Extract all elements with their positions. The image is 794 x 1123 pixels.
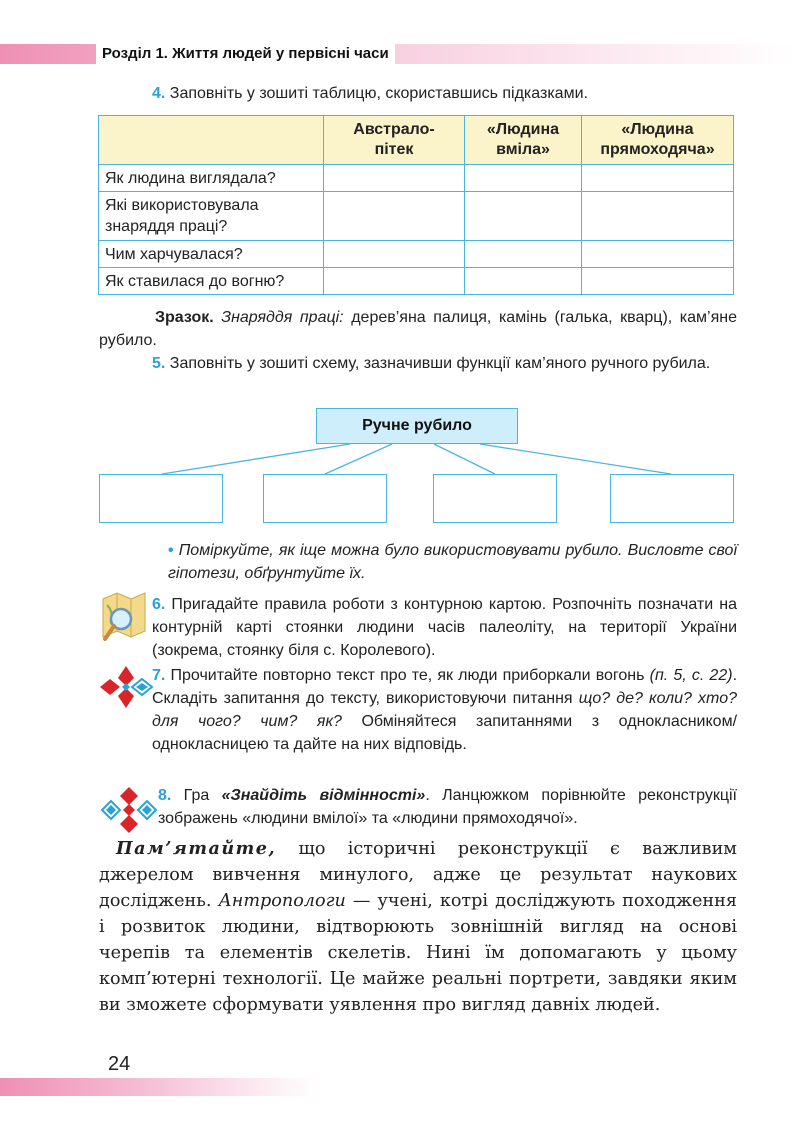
task-7 — [152, 664, 737, 756]
connector-line — [434, 444, 495, 474]
sample-italic: Знаряддя праці: — [221, 309, 344, 326]
connector-line — [480, 444, 671, 474]
map-magnifier-icon — [99, 591, 149, 645]
task-7-text-a: Прочитайте повторно текст про те, як люди приборкали вогонь — [170, 667, 650, 684]
task-7-reference: (п. 5, с. 22) — [649, 667, 733, 684]
think-text: Поміркуйте, як іще можна було використовувати рубило. Висловте свої гіпотези, обґрунтуйте їх. — [168, 542, 737, 582]
memo-lead: Пам’ятайте, — [116, 838, 277, 859]
diamond-cross-icon — [98, 785, 160, 835]
task-7-text-b: . Складіть запитання до тексту, використовуючи питання — [152, 667, 738, 707]
task-7-questions: що? де? коли? хто? для чого? чим? як? — [152, 690, 737, 730]
sample-label: Зразок. — [155, 309, 214, 326]
memo-text-a: що історичні реконструкції є важливим джерелом вивчення минулого, адже це результат наукових досліджень. — [99, 839, 737, 911]
row-label: Чим харчувалася? — [99, 241, 324, 268]
memo-paragraph — [99, 836, 737, 1018]
table-header-cell: Австрало- пітек — [324, 116, 465, 165]
task-8-text-a: Гра — [183, 787, 222, 804]
sample-text: дерев’яна палиця, камінь (галька, кварц), кам’яне рубило. — [99, 309, 738, 349]
row-label: Які використовувала знаряддя праці? — [99, 192, 324, 241]
task-7-text-c: Обміняйтеся запитаннями з однокласником/однокласницею та дайте на них відповідь. — [152, 713, 738, 753]
page-number: 24 — [108, 1053, 131, 1075]
bullet-dot: • — [168, 542, 174, 559]
memo-term: Антропологи — [218, 891, 346, 911]
row-label: Як ставилася до вогню? — [99, 268, 324, 295]
table-header-cell: «Людина прямоходяча» — [582, 116, 734, 165]
connector-line — [325, 444, 392, 474]
task-8-text-b: . Ланцюжком порівнюйте реконструкції зображень «людини вмілої» та «людини прямоходячої». — [158, 787, 738, 827]
task-6 — [152, 593, 737, 662]
task-7-number: 7. — [152, 667, 166, 684]
task-8 — [158, 784, 737, 830]
task-4-number: 4. — [152, 85, 166, 102]
diamond-pattern-icon — [98, 664, 154, 710]
task-5-text: Заповніть у зошиті схему, зазначивши функції кам’яного ручного рубила. — [169, 355, 711, 372]
row-label: Як людина виглядала? — [99, 165, 324, 192]
table-header-cell: «Людина вміла» — [465, 116, 582, 165]
memo-text-b: — учені, котрі досліджують походження і розвиток людини, відтворюють зовнішній вигляд на основі черепів та елементів скелетів. Нині їм допомагають у цьому комп’ютерні технології. Це майже реальні портрети, завдяки яким ви зможете сформувати уявлення про вигляд давніх людей. — [99, 891, 737, 1015]
task-8-number: 8. — [158, 787, 172, 804]
diagram-empty-box[interactable] — [610, 474, 734, 523]
task-4-text: Заповніть у зошиті таблицю, скориставшись підказками. — [169, 85, 588, 102]
diagram-empty-box[interactable] — [263, 474, 387, 523]
task-5-number: 5. — [152, 355, 166, 372]
diagram-title-box: Ручне рубило — [316, 408, 518, 444]
connector-line — [162, 444, 350, 474]
footer-band — [0, 1078, 794, 1096]
think-prompt — [168, 539, 737, 585]
chapter-title: Розділ 1. Життя людей у первісні часи — [96, 42, 395, 66]
diagram-empty-box[interactable] — [433, 474, 557, 523]
task-8-game-name: «Знайдіть відмінності» — [221, 787, 426, 804]
task-6-text: Пригадайте правила роботи з контурною картою. Розпочніть позначати на контурній карті стоянки людини часів палеоліту, на території України (зокрема, стоянку біля с. Королевого). — [152, 596, 737, 659]
diagram-empty-box[interactable] — [99, 474, 223, 523]
task-6-number: 6. — [152, 596, 166, 613]
